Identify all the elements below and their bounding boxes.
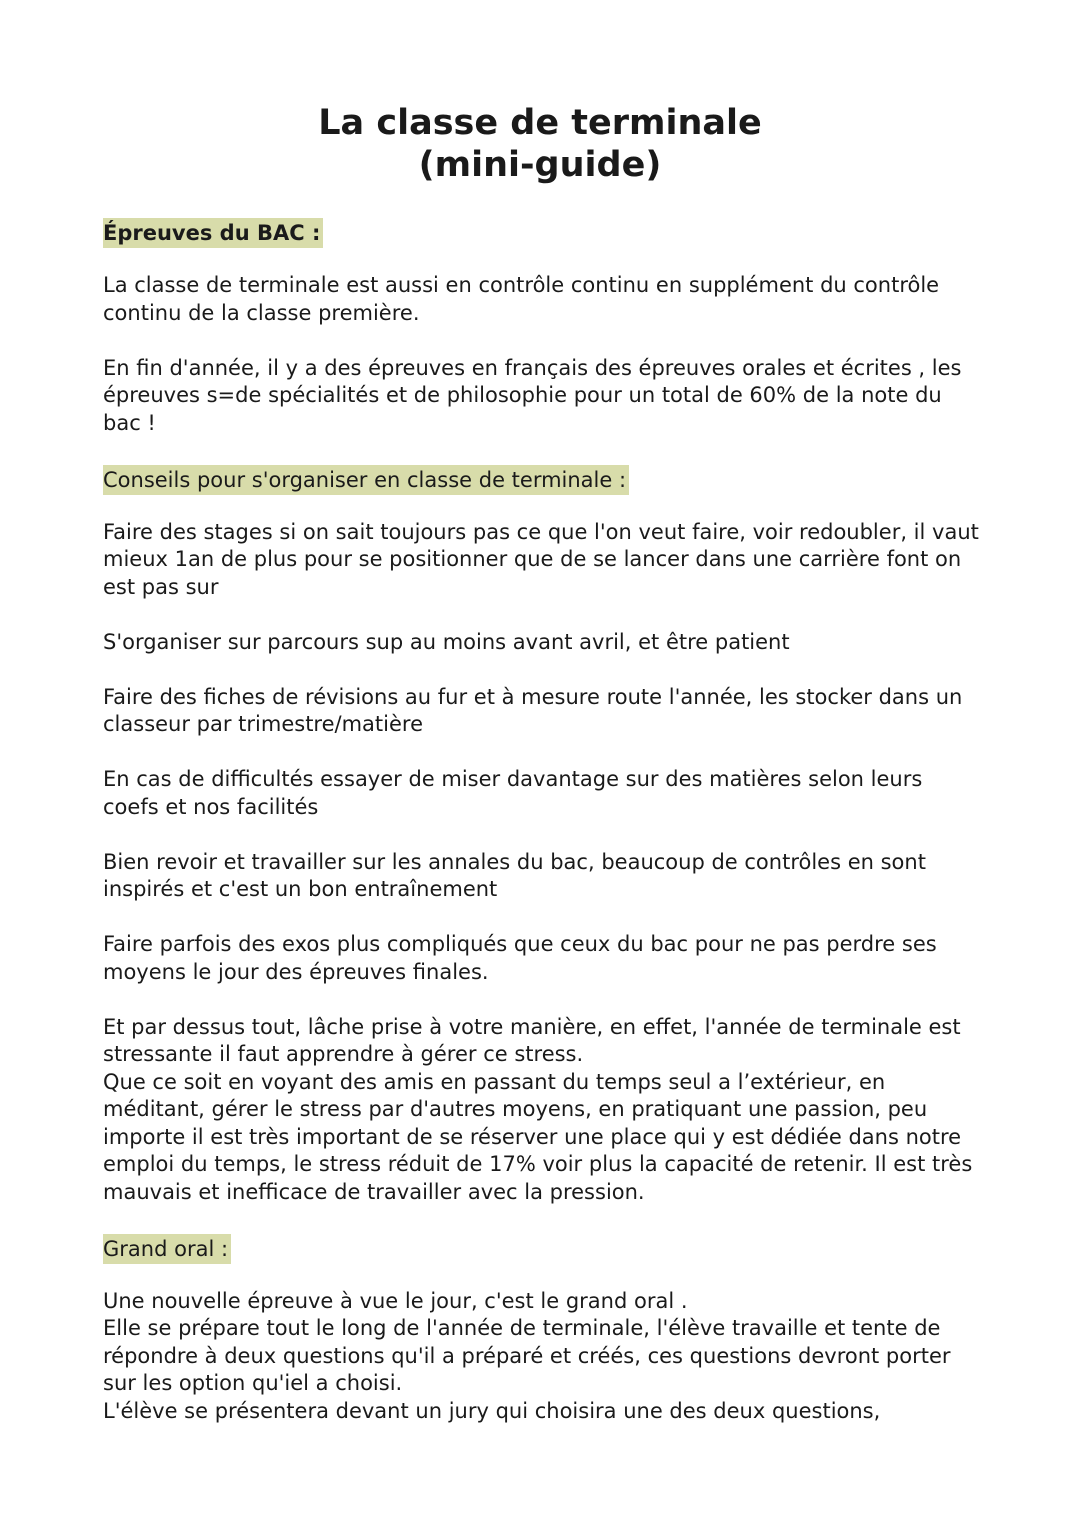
bac-paragraph-1: La classe de terminale est aussi en contrôle continu en supplément du contrôle continu de la classe première. — [103, 273, 940, 325]
document-title — [0, 102, 1080, 186]
conseils-paragraph-7a: Et par dessus tout, lâche prise à votre manière, en effet, l'année de terminale est stressante il faut apprendre à gérer ce stress. — [103, 1014, 961, 1066]
section-heading-grand-oral: Grand oral : — [103, 1234, 231, 1264]
section-heading-bac: Épreuves du BAC : — [103, 218, 323, 248]
title-line-2: (mini-guide) — [418, 145, 662, 185]
section-heading-conseils: Conseils pour s'organiser en classe de terminale : — [103, 465, 629, 495]
document-body — [103, 218, 983, 1425]
title-line-1: La classe de terminale — [318, 103, 762, 143]
conseils-paragraph-6: Faire parfois des exos plus compliqués que ceux du bac pour ne pas perdre ses moyens le jour des épreuves finales. — [103, 932, 937, 984]
conseils-paragraph-7b: Que ce soit en voyant des amis en passant du temps seul a l’extérieur, en méditant, gérer le stress par d'autres moyens, en pratiquant une passion, peu importe il est très important de se réserver une place qui y est dédiée dans notre emploi du temps, le stress réduit de 17% voir plus la capacité de retenir. Il est très mauvais et inefficace de travailler avec la pression. — [103, 1069, 973, 1204]
grand-oral-paragraph-2: Elle se prépare tout le long de l'année de terminale, l'élève travaille et tente de répondre à deux questions qu'il a préparé et créés, ces questions devront porter sur les option qu'iel a choisi. — [103, 1316, 951, 1395]
grand-oral-paragraph-1: Une nouvelle épreuve à vue le jour, c'est le grand oral . — [103, 1288, 688, 1313]
conseils-paragraph-3: Faire des fiches de révisions au fur et à mesure route l'année, les stocker dans un classeur par trimestre/matière — [103, 684, 963, 736]
conseils-paragraph-1: Faire des stages si on sait toujours pas ce que l'on veut faire, voir redoubler, il vaut mieux 1an de plus pour se positionner que de se lancer dans une carrière font on est pas sur — [103, 519, 979, 599]
conseils-paragraph-5: Bien revoir et travailler sur les annales du bac, beaucoup de contrôles en sont inspirés et c'est un bon entraînement — [103, 849, 926, 901]
bac-paragraph-2: En fin d'année, il y a des épreuves en français des épreuves orales et écrites , les épreuves s=de spécialités et de philosophie pour un total de 60% de la note du bac ! — [103, 355, 962, 435]
conseils-paragraph-4: En cas de difficultés essayer de miser davantage sur des matières selon leurs coefs et nos facilités — [103, 767, 923, 819]
grand-oral-paragraph-3: L'élève se présentera devant un jury qui choisira une des deux questions, — [103, 1398, 881, 1423]
conseils-paragraph-2: S'organiser sur parcours sup au moins avant avril, et être patient — [103, 629, 790, 654]
